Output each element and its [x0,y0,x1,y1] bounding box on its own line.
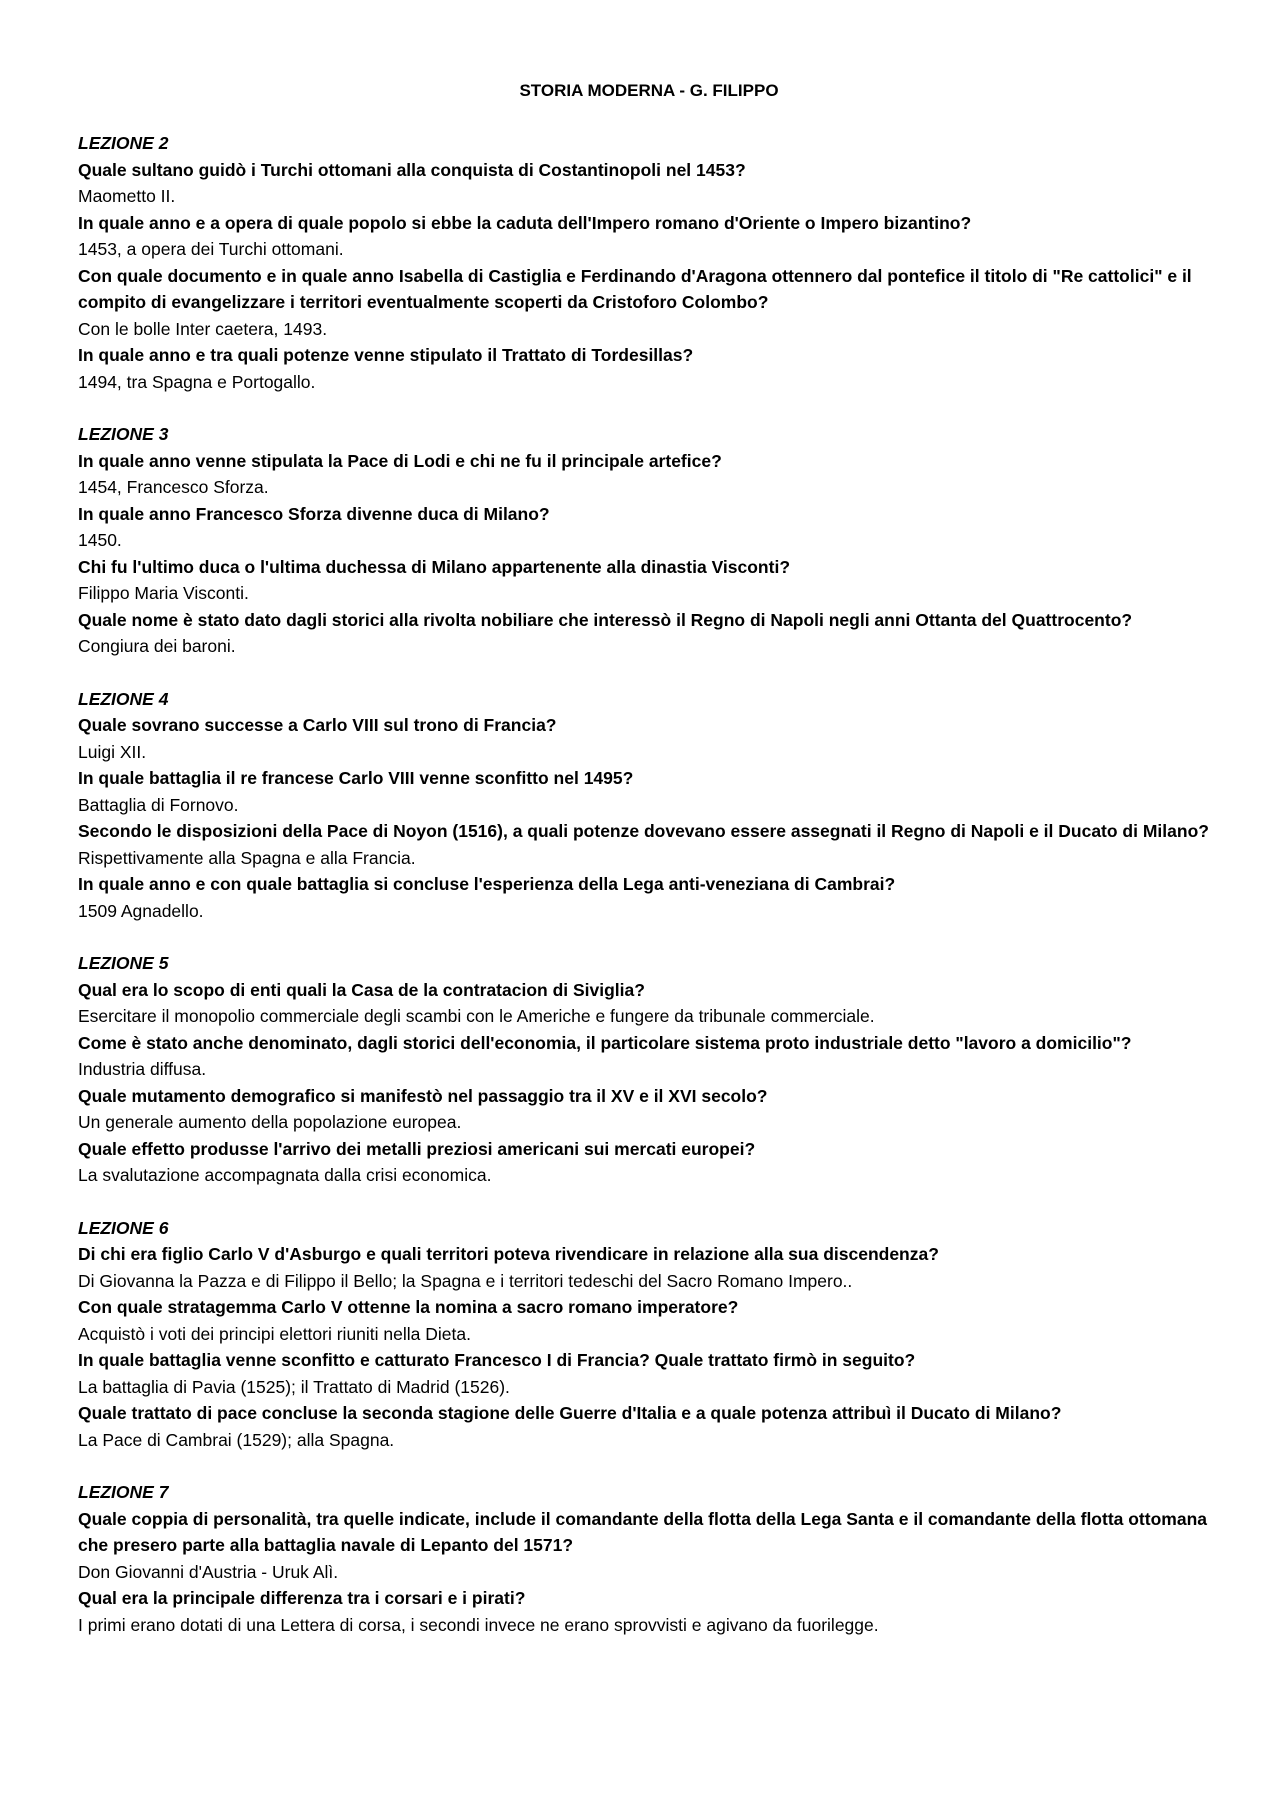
answer: La svalutazione accompagnata dalla crisi economica. [78,1165,492,1185]
question: In quale battaglia il re francese Carlo VIII venne sconfitto nel 1495? [78,768,634,788]
question: Quale trattato di pace concluse la seconda stagione delle Guerre d'Italia e a quale potenza attribuì il Ducato di Milano? [78,1403,1062,1423]
question: Quale coppia di personalità, tra quelle indicate, include il comandante della flotta della Lega Santa e il comandante della flotta ottomana che presero parte alla battaglia navale di Lepanto del 1571? [78,1508,1207,1555]
lesson-title: LEZIONE 5 [78,953,169,973]
question: Con quale stratagemma Carlo V ottenne la nomina a sacro romano imperatore? [78,1297,739,1317]
document-title: STORIA MODERNA - G. FILIPPO [519,81,779,100]
question: Quale mutamento demografico si manifestò nel passaggio tra il XV e il XVI secolo? [78,1085,768,1106]
question: Quale nome è stato dato dagli storici alla rivolta nobiliare che interessò il Regno di Napoli negli anni Ottanta del Quattrocento? [78,609,1133,630]
answer: Esercitare il monopolio commerciale degli scambi con le Americhe e fungere da tribunale commerciale. [78,1006,875,1026]
question: Quale effetto produsse l'arrivo dei metalli preziosi americani sui mercati europei? [78,1138,756,1159]
question: In quale battaglia venne sconfitto e catturato Francesco I di Francia? Quale trattato firmò in seguito? [78,1350,916,1370]
question: In quale anno Francesco Sforza divenne duca di Milano? [78,503,550,524]
lesson-section-3 [78,421,1220,660]
lesson-title: LEZIONE 3 [78,424,169,444]
question: Qual era la principale differenza tra i corsari e i pirati? [78,1588,526,1608]
lesson-section-4 [78,686,1220,925]
question: Quale sovrano successe a Carlo VIII sul trono di Francia? [78,715,557,735]
question: Come è stato anche denominato, dagli storici dell'economia, il particolare sistema proto industriale detto "lavoro a domicilio"? [78,1032,1132,1053]
answer: I primi erano dotati di una Lettera di corsa, i secondi invece ne erano sprovvisti e agivano da fuorilegge. [78,1614,879,1635]
question: In quale anno e tra quali potenze venne stipulato il Trattato di Tordesillas? [78,345,694,365]
question: Quale sultano guidò i Turchi ottomani alla conquista di Costantinopoli nel 1453? [78,159,746,180]
answer: 1509 Agnadello. [78,900,204,921]
question: In quale anno e con quale battaglia si concluse l'esperienza della Lega anti-veneziana di Cambrai? [78,874,896,894]
lesson-section-7 [78,1479,1220,1638]
answer: Rispettivamente alla Spagna e alla Francia. [78,847,416,868]
answer: 1450. [78,530,122,550]
question: Qual era lo scopo di enti quali la Casa de la contratacion di Siviglia? [78,979,645,1000]
answer: La Pace di Cambrai (1529); alla Spagna. [78,1429,395,1450]
question: Secondo le disposizioni della Pace di Noyon (1516), a quali potenze dovevano essere assegnati il Regno di Napoli e il Ducato di Milano? [78,821,1209,841]
answer: Di Giovanna la Pazza e di Filippo il Bello; la Spagna e i territori tedeschi del Sacro Romano Impero.. [78,1270,853,1291]
answer: 1453, a opera dei Turchi ottomani. [78,239,344,259]
answer: Con le bolle Inter caetera, 1493. [78,318,328,339]
lesson-title: LEZIONE 7 [78,1482,169,1502]
question: Con quale documento e in quale anno Isabella di Castiglia e Ferdinando d'Aragona ottennero dal pontefice il titolo di "Re cattolici" e il compito di evangelizzare i territori eventualmente scoperti da Cristoforo Colombo? [78,265,1192,312]
lesson-title: LEZIONE 2 [78,133,169,153]
answer: Battaglia di Fornovo. [78,794,239,815]
answer: Luigi XII. [78,741,147,762]
question: In quale anno venne stipulata la Pace di Lodi e chi ne fu il principale artefice? [78,450,722,471]
answer: Maometto II. [78,186,176,206]
question: Chi fu l'ultimo duca o l'ultima duchessa di Milano appartenente alla dinastia Visconti? [78,556,791,577]
lesson-section-5 [78,950,1220,1189]
lesson-section-6 [78,1215,1220,1454]
answer: La battaglia di Pavia (1525); il Trattato di Madrid (1526). [78,1376,510,1397]
answer: Un generale aumento della popolazione europea. [78,1112,462,1132]
answer: Acquistò i voti dei principi elettori riuniti nella Dieta. [78,1323,471,1344]
answer: Don Giovanni d'Austria - Uruk Alì. [78,1561,339,1582]
lesson-section-2 [78,130,1220,395]
answer: Filippo Maria Visconti. [78,583,249,603]
question: In quale anno e a opera di quale popolo si ebbe la caduta dell'Impero romano d'Oriente o Impero bizantino? [78,212,972,233]
answer: 1454, Francesco Sforza. [78,477,269,497]
lesson-title: LEZIONE 6 [78,1217,169,1238]
answer: 1494, tra Spagna e Portogallo. [78,371,316,392]
answer: Industria diffusa. [78,1059,207,1079]
question: Di chi era figlio Carlo V d'Asburgo e quali territori poteva rivendicare in relazione alla sua discendenza? [78,1244,939,1264]
lesson-title: LEZIONE 4 [78,688,169,709]
answer: Congiura dei baroni. [78,636,236,656]
